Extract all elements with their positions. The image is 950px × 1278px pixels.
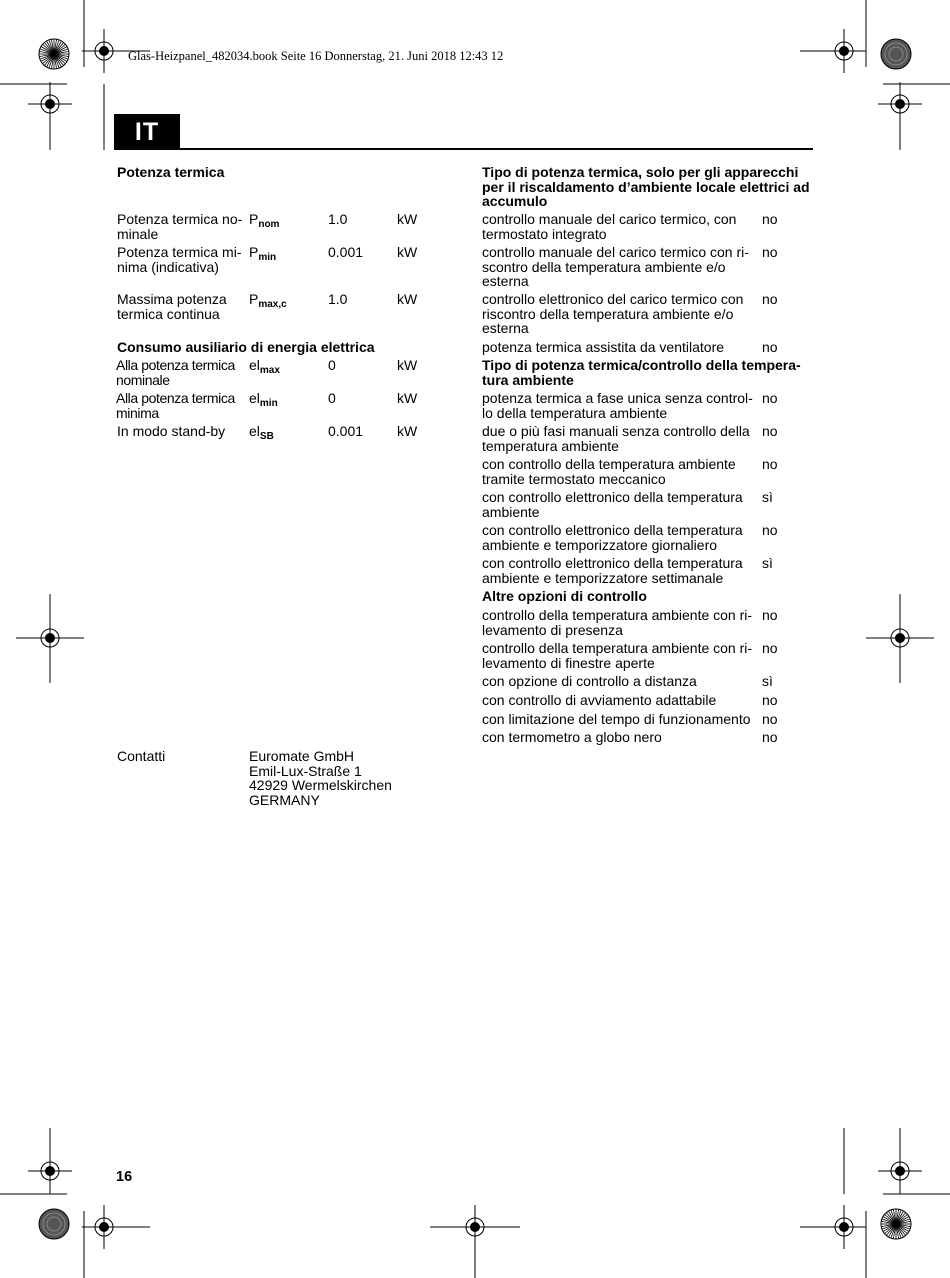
row-value: 1.0 (328, 291, 348, 307)
aux-row-value: 0 (328, 390, 336, 406)
other-option-label: controllo della temperatura ambiente con ri- levamento di finestre aperte (482, 640, 753, 671)
aux-row-label: Alla potenza termica nominale (116, 357, 235, 388)
room-temp-label: due o più fasi manuali senza controllo della temperatura ambiente (482, 423, 750, 454)
heat-input-label: controllo manuale del carico termico, con termostato integrato (482, 211, 737, 242)
aux-row-value: 0 (328, 357, 336, 373)
registration-target (878, 82, 922, 126)
other-option-value: sì (762, 673, 773, 689)
aux-row-unit: kW (397, 423, 418, 439)
registration-target (28, 82, 72, 126)
contacts-label: Contatti (117, 748, 166, 764)
other-option-label: con termometro a globo nero (482, 729, 662, 745)
heat-input-label: potenza termica assistita da ventilatore (482, 339, 725, 355)
registration-target (822, 1205, 866, 1249)
row-value: 1.0 (328, 211, 348, 227)
row-label: Massima potenza termica continua (117, 291, 227, 322)
heat-input-label: controllo elettronico del carico termico con riscontro della temperatura ambiente e/o esterna (482, 291, 744, 336)
row-value: 0.001 (328, 244, 364, 260)
registration-target (878, 616, 922, 660)
row-symbol: $P_{max,c}$ (249, 291, 287, 310)
other-option-value: no (762, 729, 778, 745)
starburst-mark (39, 39, 69, 69)
heat-input-value: no (762, 211, 778, 227)
other-options-title: Altre opzioni di controllo (482, 588, 647, 604)
row-symbol: $P_{nom}$ (249, 211, 280, 230)
row-unit: kW (397, 244, 418, 260)
room-temp-label: potenza termica a fase unica senza control- lo della temperatura ambiente (482, 390, 753, 421)
heat-input-value: no (762, 291, 778, 307)
contacts-address: Euromate GmbH Emil-Lux-Straße 1 42929 Wermelskirchen GERMANY (249, 748, 392, 808)
aux-row-symbol: $el_{max}$ (249, 357, 280, 376)
density-patch (39, 1209, 69, 1239)
heat-input-value: no (762, 339, 778, 355)
print-header: Glas-Heizpanel_482034.book Seite 16 Donnerstag, 21. Juni 2018 12:43 12 (128, 49, 504, 63)
density-patch (881, 39, 911, 69)
room-temp-label: con controllo elettronico della temperatura ambiente (482, 489, 743, 520)
room-temp-label: con controllo elettronico della temperatura ambiente e temporizzatore settimanale (482, 555, 743, 586)
header-rule (180, 148, 813, 150)
room-temp-value: no (762, 423, 778, 439)
heat-output-title: Potenza termica (117, 164, 225, 180)
language-tab: IT (114, 114, 180, 150)
room-temp-value: no (762, 456, 778, 472)
room-temp-value: no (762, 390, 778, 406)
other-option-value: no (762, 692, 778, 708)
heat-input-value: no (762, 244, 778, 260)
room-temp-label: con controllo elettronico della temperatura ambiente e temporizzatore giornaliero (482, 522, 743, 553)
aux-row-label: Alla potenza termica minima (116, 390, 235, 421)
other-option-label: controllo della temperatura ambiente con ri- levamento di presenza (482, 607, 753, 638)
registration-target (822, 29, 866, 73)
registration-target (82, 29, 126, 73)
aux-consumption-title: Consumo ausiliario di energia elettrica (117, 339, 375, 355)
registration-target (878, 1149, 922, 1193)
room-temp-label: con controllo della temperatura ambiente tramite termostato meccanico (482, 456, 736, 487)
row-label: Potenza termica mi- nima (indicativa) (117, 244, 242, 275)
aux-row-symbol: $el_{SB}$ (249, 423, 274, 442)
aux-row-symbol: $el_{min}$ (249, 390, 278, 409)
aux-row-unit: kW (397, 390, 418, 406)
room-temp-value: sì (762, 489, 773, 505)
row-unit: kW (397, 291, 418, 307)
heat-input-title: Tipo di potenza termica, solo per gli apparecchi per il riscaldamento d’ambiente locale elettrici ad accumulo (482, 164, 810, 209)
other-option-label: con opzione di controllo a distanza (482, 673, 697, 689)
aux-row-label: In modo stand-by (117, 423, 226, 439)
other-option-label: con limitazione del tempo di funzionamento (482, 711, 751, 727)
aux-row-unit: kW (397, 357, 418, 373)
other-option-value: no (762, 607, 778, 623)
registration-target (28, 1149, 72, 1193)
room-temp-value: sì (762, 555, 773, 571)
starburst-mark (881, 1209, 911, 1239)
room-temp-value: no (762, 522, 778, 538)
row-label: Potenza termica no- minale (117, 211, 243, 242)
other-option-label: con controllo di avviamento adattabile (482, 692, 717, 708)
row-symbol: $P_{min}$ (249, 244, 277, 263)
heat-input-label: controllo manuale del carico termico con ri- scontro della temperatura ambiente e/o esterna (482, 244, 749, 289)
row-unit: kW (397, 211, 418, 227)
other-option-value: no (762, 711, 778, 727)
registration-target (82, 1205, 126, 1249)
registration-target (453, 1205, 497, 1249)
aux-row-value: 0.001 (328, 423, 364, 439)
room-temp-title: Tipo di potenza termica/controllo della tempera- tura ambiente (482, 357, 801, 388)
page-number: 16 (116, 1169, 133, 1185)
registration-target (28, 616, 72, 660)
other-option-value: no (762, 640, 778, 656)
